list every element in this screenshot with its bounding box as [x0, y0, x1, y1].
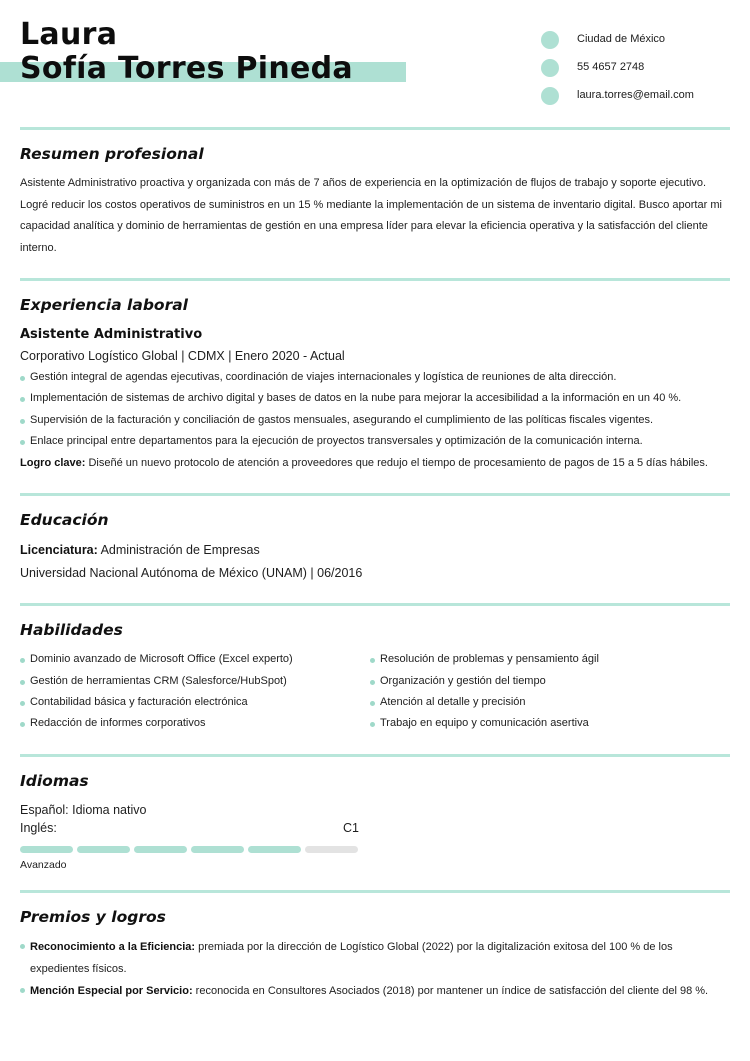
languages-title: Idiomas — [20, 772, 89, 790]
experience-bullet-text: Implementación de sistemas de archivo digital y bases de datos en la nube para mejorar la accesibilidad a la información en un 40 %. — [30, 392, 682, 404]
contact-location — [541, 30, 741, 50]
bullet-dot — [20, 944, 25, 949]
skills-title: Habilidades — [20, 621, 123, 639]
skill-text: Resolución de problemas y pensamiento ágil — [380, 653, 599, 665]
awards-title: Premios y logros — [20, 908, 166, 926]
experience-bullet-text: Enlace principal entre departamentos para la ejecución de proyectos transversales y optimización de la comunicación interna. — [30, 435, 643, 447]
language-level-segment-filled — [134, 846, 187, 853]
award-label: Mención Especial por Servicio: — [30, 985, 193, 997]
bullet-dot — [20, 701, 25, 706]
award-text — [30, 980, 730, 1002]
skill-text: Dominio avanzado de Microsoft Office (Excel experto) — [30, 653, 293, 665]
bullet-dot — [20, 397, 25, 402]
key-achievement-label: Logro clave: — [20, 457, 86, 469]
award-description: reconocida en Consultores Asociados (2018) por mantener un índice de satisfacción del cliente del 98 %. — [192, 985, 709, 997]
language-second-label: Inglés: — [20, 821, 57, 835]
section-divider — [20, 127, 730, 130]
degree-text: Administración de Empresas — [97, 543, 260, 557]
education-school: Universidad Nacional Autónoma de México (UNAM) | 06/2016 — [20, 566, 363, 580]
bullet-dot — [370, 680, 375, 685]
contact-location-text: Ciudad de México — [577, 33, 666, 45]
language-level-segment-filled — [20, 846, 73, 853]
section-divider — [20, 278, 730, 281]
language-second-level: C1 — [343, 821, 359, 835]
language-level-segment-filled — [191, 846, 244, 853]
resume-header — [0, 0, 750, 128]
language-native: Español: Idioma nativo — [20, 803, 147, 817]
key-achievement — [20, 457, 708, 469]
summary-title: Resumen profesional — [20, 145, 204, 163]
award-item — [20, 936, 730, 980]
section-divider — [20, 890, 730, 893]
language-second-caption: Avanzado — [20, 859, 67, 871]
skill-text: Organización y gestión del tiempo — [380, 675, 546, 687]
bullet-dot — [20, 376, 25, 381]
language-level-segment-filled — [77, 846, 130, 853]
skill-text: Redacción de informes corporativos — [30, 717, 206, 729]
name-first: Laura — [20, 17, 118, 52]
award-description: premiada por la dirección de Logístico Global (2022) por la digitalización exitosa del 100 % de los expedientes físicos. — [30, 941, 673, 975]
bullet-dot — [20, 419, 25, 424]
bullet-dot — [20, 988, 25, 993]
location-icon — [541, 31, 559, 49]
contact-email[interactable] — [541, 86, 741, 106]
bullet-dot — [370, 658, 375, 663]
contact-email-text[interactable]: laura.torres@email.com — [577, 89, 694, 101]
skill-text: Gestión de herramientas CRM (Salesforce/HubSpot) — [30, 675, 287, 687]
bullet-dot — [370, 722, 375, 727]
bullet-dot — [20, 722, 25, 727]
award-text — [30, 936, 730, 980]
job-title: Asistente Administrativo — [20, 327, 203, 342]
education-title: Educación — [20, 511, 109, 529]
job-subtitle: Corporativo Logístico Global | CDMX | Enero 2020 - Actual — [20, 349, 345, 363]
phone-icon — [541, 59, 559, 77]
summary-text: Asistente Administrativo proactiva y organizada con más de 7 años de experiencia en la optimización de flujos de trabajo y soporte ejecutivo. Logré reducir los costos operativos de suministros en un 15 % mediante la implementación de un sistema de inventario digital. Busco aportar mi capacidad analítica y dominio de herramientas de gestión en una empresa líder para elevar la eficiencia operativa y la satisfacción del cliente interno. — [20, 177, 722, 254]
section-divider — [20, 493, 730, 496]
award-item — [20, 980, 730, 1002]
experience-bullet-text: Supervisión de la facturación y conciliación de gastos mensuales, asegurando el cumplimiento de las políticas fiscales vigentes. — [30, 414, 654, 426]
key-achievement-text: Diseñé un nuevo protocolo de atención a proveedores que redujo el tiempo de procesamiento de pagos de 15 a 5 días hábiles. — [85, 457, 708, 469]
section-divider — [20, 603, 730, 606]
name-rest: Sofía Torres Pineda — [20, 51, 353, 86]
language-level-segment-empty — [305, 846, 358, 853]
degree-label: Licenciatura: — [20, 543, 98, 557]
skill-text: Trabajo en equipo y comunicación asertiva — [380, 717, 589, 729]
contact-phone — [541, 58, 741, 78]
skill-text: Atención al detalle y precisión — [380, 696, 526, 708]
experience-title: Experiencia laboral — [20, 296, 188, 314]
bullet-dot — [370, 701, 375, 706]
email-icon — [541, 87, 559, 105]
contact-phone-text: 55 4657 2748 — [577, 61, 645, 73]
section-divider — [20, 754, 730, 757]
award-label: Reconocimiento a la Eficiencia: — [30, 941, 196, 953]
bullet-dot — [20, 658, 25, 663]
education-degree — [20, 543, 260, 557]
bullet-dot — [20, 440, 25, 445]
experience-bullet-text: Gestión integral de agendas ejecutivas, coordinación de viajes internacionales y logística de reuniones de alta dirección. — [30, 371, 617, 383]
skill-text: Contabilidad básica y facturación electrónica — [30, 696, 248, 708]
bullet-dot — [20, 680, 25, 685]
language-level-segment-filled — [248, 846, 301, 853]
